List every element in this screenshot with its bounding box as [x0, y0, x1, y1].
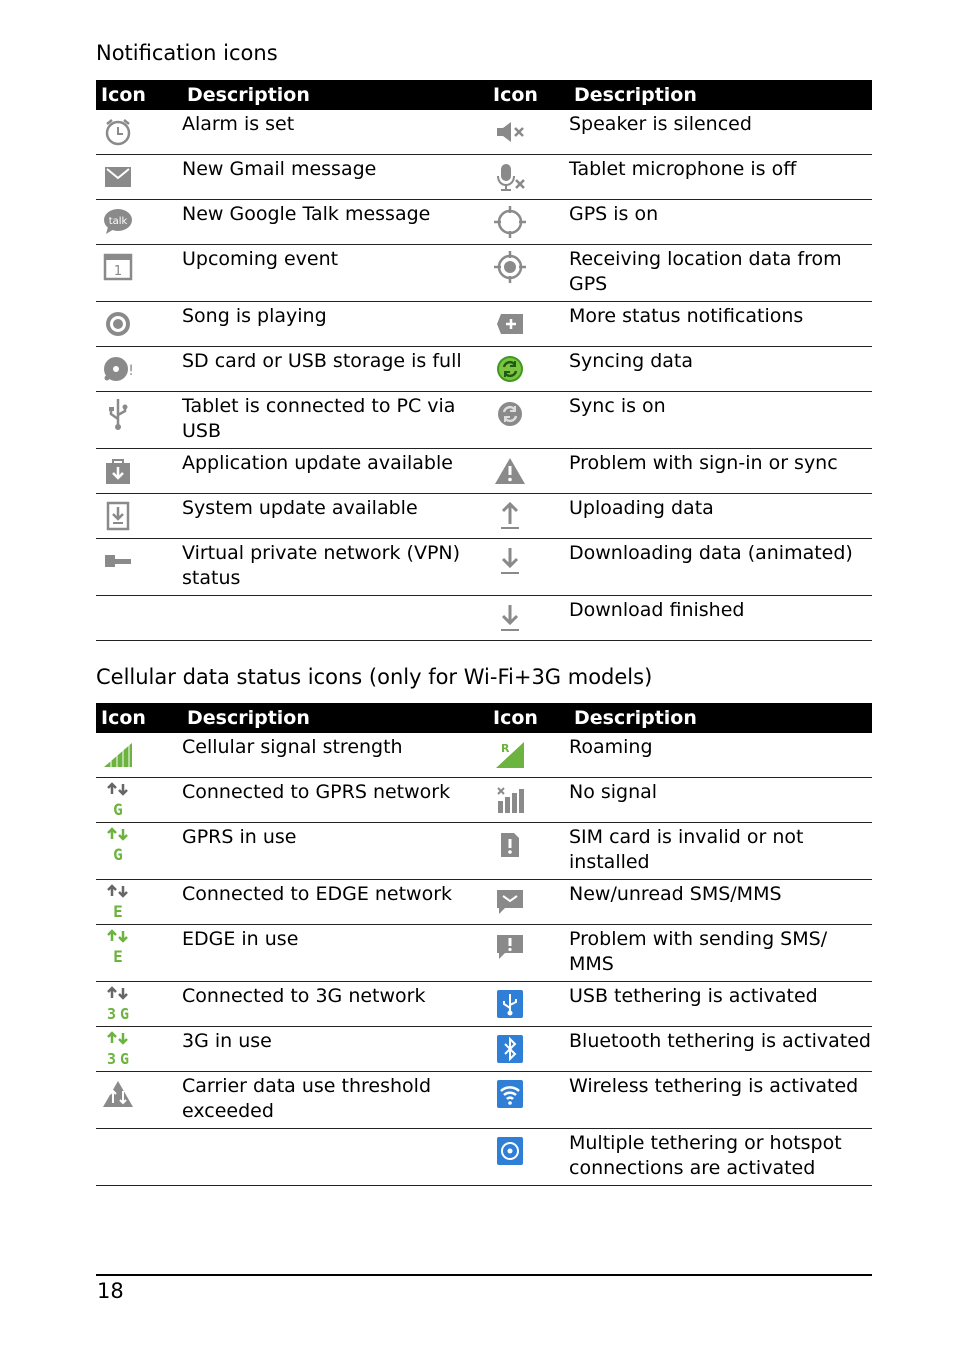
mic-off-icon	[488, 155, 532, 199]
svg-text:R: R	[501, 742, 510, 755]
icon-cell	[96, 494, 182, 539]
icon-cell	[96, 1072, 182, 1129]
3g-in-use-icon	[96, 1027, 140, 1071]
description-cell: Alarm is set	[182, 110, 488, 155]
storage-full-icon	[96, 347, 140, 391]
gps-receiving-icon	[488, 245, 532, 289]
icon-cell	[488, 1027, 569, 1072]
table-row	[96, 596, 872, 641]
icon-cell	[488, 1129, 569, 1186]
footer-rule	[96, 1274, 872, 1276]
description-cell: Connected to GPRS network	[182, 778, 488, 823]
description-cell: Song is playing	[182, 302, 488, 347]
col-header-description: Description	[569, 80, 872, 110]
sms-error-icon	[488, 925, 532, 969]
description-cell: Upcoming event	[182, 245, 488, 302]
warning-icon	[488, 449, 532, 493]
description-cell: Connected to 3G network	[182, 982, 488, 1027]
gps-on-icon	[488, 200, 532, 244]
icon-cell	[488, 449, 569, 494]
wifi-tether-icon	[488, 1072, 532, 1116]
page-number: 18	[97, 1279, 124, 1303]
song-playing-icon	[96, 302, 140, 346]
description-cell: Tablet is connected to PC via USB	[182, 392, 488, 449]
table-row	[96, 1027, 872, 1072]
table-row	[96, 200, 872, 245]
icon-cell	[96, 392, 182, 449]
description-cell: Connected to EDGE network	[182, 880, 488, 925]
table-row	[96, 778, 872, 823]
icon-cell	[96, 110, 182, 155]
description-cell: SD card or USB storage is full	[182, 347, 488, 392]
icon-cell	[488, 245, 569, 302]
table-row	[96, 302, 872, 347]
description-cell: Sync is on	[569, 392, 872, 449]
sms-icon	[488, 880, 532, 924]
col-header-icon: Icon	[96, 80, 182, 110]
description-cell: Uploading data	[569, 494, 872, 539]
download-icon	[488, 539, 532, 583]
description-cell: SIM card is invalid or not installed	[569, 823, 872, 880]
description-cell: Application update available	[182, 449, 488, 494]
sync-on-icon	[488, 392, 532, 436]
more-notifications-icon	[488, 302, 532, 346]
table-row	[96, 880, 872, 925]
description-cell: New Google Talk message	[182, 200, 488, 245]
col-header-description: Description	[569, 703, 872, 733]
description-cell: Tablet microphone is off	[569, 155, 872, 200]
edge-connected-icon	[96, 880, 140, 924]
icon-cell	[96, 1129, 182, 1186]
description-cell: GPS is on	[569, 200, 872, 245]
description-cell: More status notifications	[569, 302, 872, 347]
icon-cell	[96, 245, 182, 302]
description-cell: Syncing data	[569, 347, 872, 392]
icon-cell	[96, 733, 182, 778]
description-cell: Multiple tethering or hotspot connections are activated	[569, 1129, 872, 1186]
table-row	[96, 982, 872, 1027]
icon-cell	[96, 155, 182, 200]
system-update-icon	[96, 494, 140, 538]
icon-cell	[96, 982, 182, 1027]
bluetooth-tether-icon	[488, 1027, 532, 1071]
description-cell: Downloading data (animated)	[569, 539, 872, 596]
svg-text:!: !	[128, 363, 134, 379]
icon-cell	[96, 880, 182, 925]
description-cell: USB tethering is activated	[569, 982, 872, 1027]
description-cell: System update available	[182, 494, 488, 539]
icon-cell	[488, 200, 569, 245]
speaker-muted-icon	[488, 110, 532, 154]
icon-cell	[488, 925, 569, 982]
icon-cell	[96, 539, 182, 596]
multi-tether-icon	[488, 1129, 532, 1173]
svg-text:E: E	[113, 902, 123, 920]
table-row	[96, 155, 872, 200]
icon-cell	[488, 778, 569, 823]
icon-cell	[488, 494, 569, 539]
description-cell	[182, 596, 488, 641]
talk-icon	[96, 200, 140, 244]
description-cell: GPRS in use	[182, 823, 488, 880]
table-row	[96, 392, 872, 449]
notification-rows	[96, 110, 872, 641]
icon-cell	[96, 596, 182, 641]
description-cell: EDGE in use	[182, 925, 488, 982]
icon-cell	[96, 778, 182, 823]
signal-strength-icon	[96, 733, 140, 777]
svg-text:E: E	[113, 947, 123, 965]
icon-cell	[96, 200, 182, 245]
icon-cell	[488, 1072, 569, 1129]
icon-cell	[96, 347, 182, 392]
notification-icons-table	[96, 80, 872, 641]
icon-cell	[96, 449, 182, 494]
table-row	[96, 110, 872, 155]
svg-text:G: G	[113, 800, 123, 818]
col-header-icon: Icon	[488, 80, 569, 110]
roaming-icon	[488, 733, 532, 777]
syncing-icon	[488, 347, 532, 391]
data-threshold-icon	[96, 1072, 140, 1116]
table-row	[96, 925, 872, 982]
icon-cell	[488, 823, 569, 880]
icon-cell	[488, 982, 569, 1027]
description-cell: Speaker is silenced	[569, 110, 872, 155]
icon-cell	[488, 392, 569, 449]
table-row	[96, 245, 872, 302]
col-header-icon: Icon	[488, 703, 569, 733]
description-cell: Roaming	[569, 733, 872, 778]
table-row	[96, 494, 872, 539]
icon-cell	[488, 733, 569, 778]
description-cell: Cellular signal strength	[182, 733, 488, 778]
notification-icons-title: Notification icons	[96, 41, 278, 65]
table-row	[96, 733, 872, 778]
alarm-icon	[96, 110, 140, 154]
svg-text:talk: talk	[108, 216, 128, 227]
icon-cell	[488, 110, 569, 155]
icon-cell	[488, 155, 569, 200]
description-cell: 3G in use	[182, 1027, 488, 1072]
description-cell	[182, 1129, 488, 1186]
description-cell: New Gmail message	[182, 155, 488, 200]
usb-tether-icon	[488, 982, 532, 1026]
description-cell: No signal	[569, 778, 872, 823]
vpn-key-icon	[96, 539, 140, 583]
upload-icon	[488, 494, 532, 538]
no-signal-icon	[488, 778, 532, 822]
description-cell: Carrier data use threshold exceeded	[182, 1072, 488, 1129]
table-header-row	[96, 703, 872, 733]
col-header-description: Description	[182, 703, 488, 733]
icon-cell	[96, 925, 182, 982]
table-row	[96, 347, 872, 392]
icon-cell	[488, 347, 569, 392]
svg-text:3G: 3G	[107, 1005, 129, 1022]
icon-cell	[488, 302, 569, 347]
usb-icon	[96, 392, 140, 436]
gprs-in-use-icon	[96, 823, 140, 867]
table-row	[96, 539, 872, 596]
svg-text:G: G	[113, 845, 123, 863]
cellular-rows	[96, 733, 872, 1186]
svg-text:1: 1	[113, 264, 123, 279]
description-cell: Wireless tethering is activated	[569, 1072, 872, 1129]
table-row	[96, 1072, 872, 1129]
cellular-icons-title: Cellular data status icons (only for Wi-Fi+3G models)	[96, 665, 653, 689]
sim-invalid-icon	[488, 823, 532, 867]
download-finished-icon	[488, 596, 532, 640]
table-row	[96, 1129, 872, 1186]
description-cell: New/unread SMS/MMS	[569, 880, 872, 925]
icon-cell	[488, 880, 569, 925]
table-header-row	[96, 80, 872, 110]
cellular-icons-table	[96, 703, 872, 1186]
icon-cell	[488, 539, 569, 596]
description-cell: Download finished	[569, 596, 872, 641]
table-row	[96, 823, 872, 880]
3g-connected-icon	[96, 982, 140, 1026]
description-cell: Problem with sending SMS/ MMS	[569, 925, 872, 982]
app-update-icon	[96, 449, 140, 493]
description-cell: Bluetooth tethering is activated	[569, 1027, 872, 1072]
icon-cell	[96, 302, 182, 347]
description-cell: Problem with sign-in or sync	[569, 449, 872, 494]
table-row	[96, 449, 872, 494]
edge-in-use-icon	[96, 925, 140, 969]
svg-text:3G: 3G	[107, 1050, 129, 1067]
col-header-icon: Icon	[96, 703, 182, 733]
icon-cell	[488, 596, 569, 641]
description-cell: Receiving location data from GPS	[569, 245, 872, 302]
description-cell: Virtual private network (VPN) status	[182, 539, 488, 596]
col-header-description: Description	[182, 80, 488, 110]
gmail-icon	[96, 155, 140, 199]
icon-cell	[96, 1027, 182, 1072]
gprs-connected-icon	[96, 778, 140, 822]
icon-cell	[96, 823, 182, 880]
calendar-icon	[96, 245, 140, 289]
